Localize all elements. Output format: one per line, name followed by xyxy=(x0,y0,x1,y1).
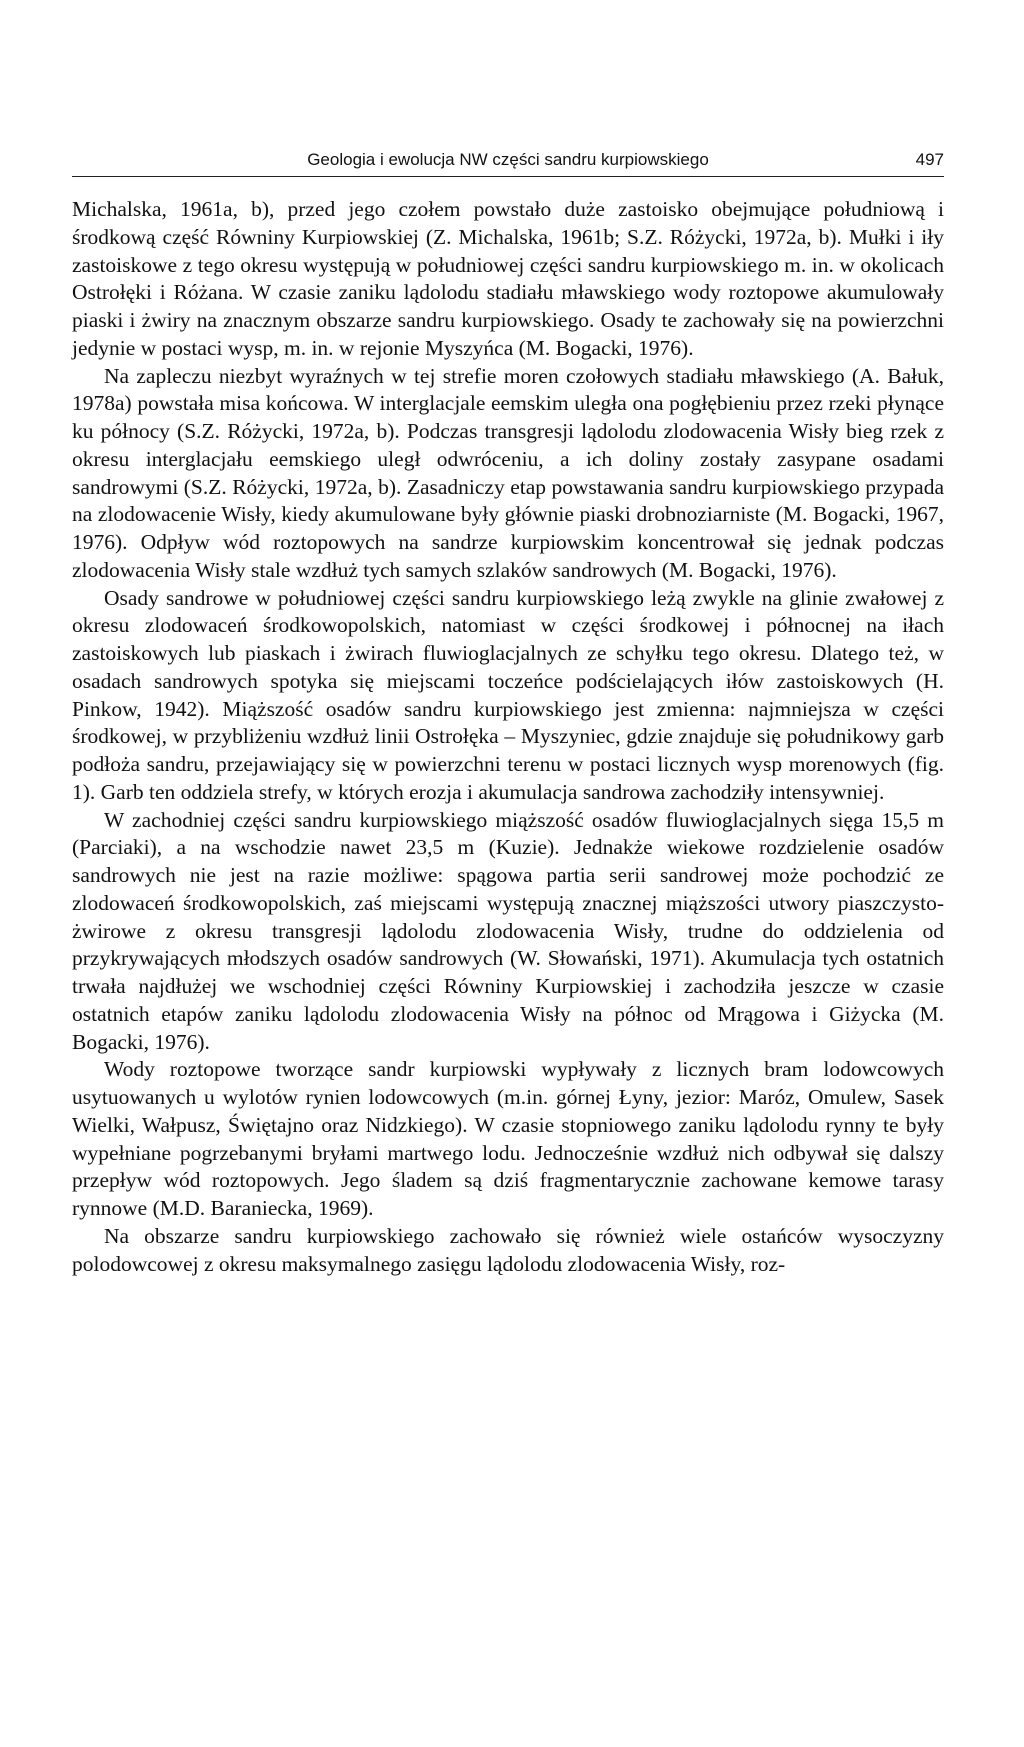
paragraph: Osady sandrowe w południowej części sandru kurpiowskiego leżą zwykle na glinie zwałowej z okresu zlodowaceń środkowopolskich, natomiast w części środkowej i północnej na iłach zastoiskowych lub piaskach i żwirach fluwioglacjalnych ze schyłku tego okresu. Dlatego też, w osadach sandrowych spotyka się miejscami toczeńce podścielających iłów zastoiskowych (H. Pinkow, 1942). Miąższość osadów sandru kurpiowskiego jest zmienna: najmniejsza w części środkowej, w przybliżeniu wzdłuż linii Ostrołęka – Myszyniec, gdzie znajduje się południkowy garb podłoża sandru, przejawiający się w powierzchni terenu w postaci licznych wysp morenowych (fig. 1). Garb ten oddziela strefy, w których erozja i akumulacja sandrowa zachodziły intensywniej. xyxy=(72,585,944,804)
paragraph: Wody roztopowe tworzące sandr kurpiowski wypływały z licznych bram lodowcowych usytuowanych u wylotów rynien lodowcowych (m.in. górnej Łyny, jezior: Maróz, Omulew, Sasek Wielki, Wałpusz, Świętajno oraz Nidzkiego). W czasie stopniowego zaniku lądolodu rynny te były wypełniane pogrzebanymi bryłami martwego lodu. Jednocześnie wzdłuż nich odbywał się dalszy przepływ wód roztopowych. Jego śladem są dziś fragmentarycznie zachowane kemowe tarasy rynnowe (M.D. Baraniecka, 1969). xyxy=(72,1057,944,1220)
running-header xyxy=(72,148,944,177)
running-title: Geologia i ewolucja NW części sandru kurpiowskiego xyxy=(307,150,709,169)
page-number: 497 xyxy=(915,150,944,169)
body-text xyxy=(72,196,944,1278)
paragraph: Na obszarze sandru kurpiowskiego zachowało się również wiele ostańców wysoczyzny polodowcowej z okresu maksymalnego zasięgu lądolodu zlodowacenia Wisły, roz- xyxy=(72,1223,944,1276)
paragraph: W zachodniej części sandru kurpiowskiego miąższość osadów fluwioglacjalnych sięga 15,5 m (Parciaki), a na wschodzie nawet 23,5 m (Kuzie). Jednakże wiekowe rozdzielenie osadów sandrowych nie jest na razie możliwe: spągowa partia serii sandrowej może pochodzić ze zlodowaceń środkowopolskich, zaś miejscami występują znacznej miąższości utwory piaszczysto-żwirowe z okresu transgresji lądolodu zlodowacenia Wisły, trudne do oddzielenia od przykrywających młodszych osadów sandrowych (W. Słowański, 1971). Akumulacja tych ostatnich trwała najdłużej we wschodniej części Równiny Kurpiowskiej i zachodziła jeszcze w czasie ostatnich etapów zaniku lądolodu zlodowacenia Wisły na północ od Mrągowa i Giżycka (M. Bogacki, 1976). xyxy=(72,807,944,1054)
paragraph: Na zapleczu niezbyt wyraźnych w tej strefie moren czołowych stadiału mławskiego (A. Bałuk, 1978a) powstała misa końcowa. W interglacjale eemskim uległa ona pogłębieniu przez rzeki płynące ku północy (S.Z. Różycki, 1972a, b). Podczas transgresji lądolodu zlodowacenia Wisły bieg rzek z okresu interglacjału eemskiego uległ odwróceniu, a ich doliny zostały zasypane osadami sandrowymi (S.Z. Różycki, 1972a, b). Zasadniczy etap powstawania sandru kurpiowskiego przypada na zlodowacenie Wisły, kiedy akumulowane były głównie piaski drobnoziarniste (M. Bogacki, 1967, 1976). Odpływ wód roztopowych na sandrze kurpiowskim koncentrował się jednak podczas zlodowacenia Wisły stale wzdłuż tych samych szlaków sandrowych (M. Bogacki, 1976). xyxy=(72,363,944,582)
paragraph: Michalska, 1961a, b), przed jego czołem powstało duże zastoisko obejmujące południową i środkową część Równiny Kurpiowskiej (Z. Michalska, 1961b; S.Z. Różycki, 1972a, b). Mułki i iły zastoiskowe z tego okresu występują w południowej części sandru kurpiowskiego m. in. w okolicach Ostrołęki i Różana. W czasie zaniku lądolodu stadiału mławskiego wody roztopowe akumulowały piaski i żwiry na znacznym obszarze sandru kurpiowskiego. Osady te zachowały się na powierzchni jedynie w postaci wysp, m. in. w rejonie Myszyńca (M. Bogacki, 1976). xyxy=(72,197,944,360)
